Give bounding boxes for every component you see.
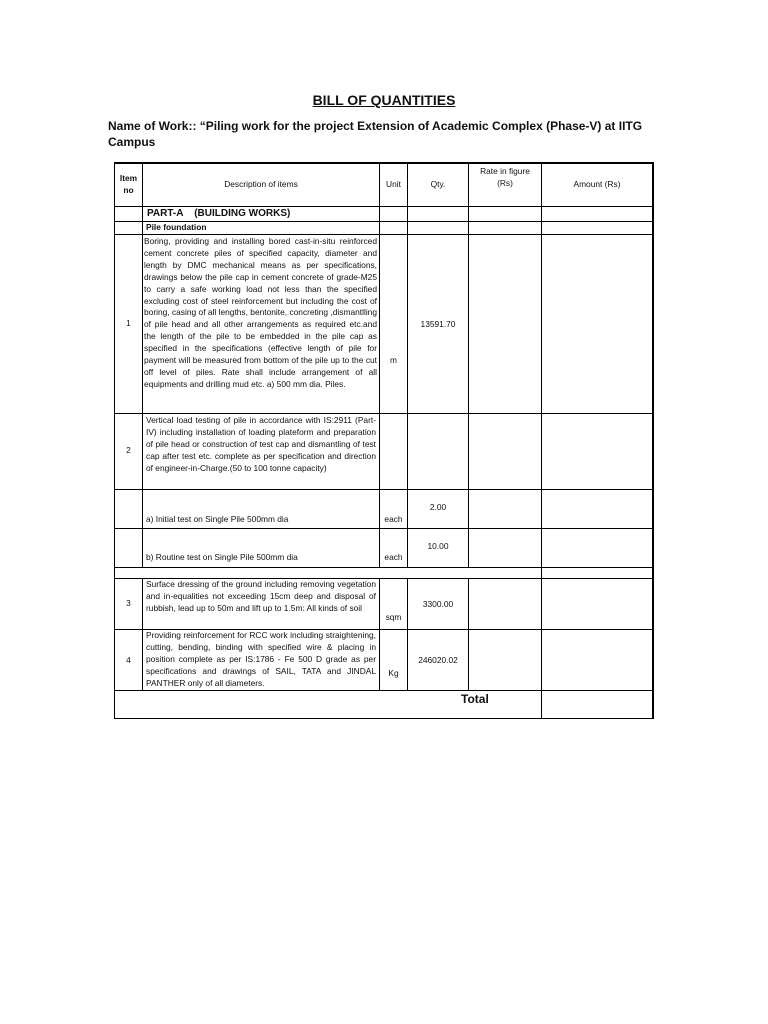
table-border-bottom <box>114 718 654 719</box>
item-1-qty: 13591.70 <box>420 319 456 329</box>
table-border-right <box>652 162 654 719</box>
col-line-unit-lower <box>407 578 408 690</box>
row-line-pile-foundation <box>114 234 654 235</box>
item-2a-description: a) Initial test on Single Pile 500mm dia <box>146 514 289 524</box>
item-3-unit: sqm <box>385 612 402 622</box>
name-of-work: Name of Work:: “Piling work for the project Extension of Academic Complex (Phase-V) at IITG Campus <box>108 119 643 149</box>
item-2a-qty: 2.00 <box>429 502 447 512</box>
item-4-unit: Kg <box>388 668 399 678</box>
item-3-number: 3 <box>126 598 131 608</box>
header-item-no: Item no <box>119 173 138 195</box>
header-unit: Unit <box>386 179 401 190</box>
item-3-description: Surface dressing of the ground including removing vegetation and in-equalities not exceeding 15cm deep and disposal of rubbish, lead up to 50m and lift up to 1.5m: All kinds of soil <box>146 579 376 613</box>
item-2a-unit: each <box>384 514 403 524</box>
col-line-qty-lower <box>468 578 469 690</box>
header-description: Description of items <box>224 179 298 190</box>
item-2-description: Vertical load testing of pile in accordance with IS:2911 (Part-IV) including installation of loading plateform and preparation of pile head or construction of test cap and dismantling of test cap after test etc. complete as per specification and direction of engineer-in-Charge.(50 to 100 tonne capacity) <box>146 415 376 473</box>
item-4-qty: 246020.02 <box>418 655 458 665</box>
total-label: Total <box>461 692 489 706</box>
row-line-item-2 <box>114 489 654 490</box>
item-1-unit: m <box>390 355 397 365</box>
item-3-qty: 3300.00 <box>422 599 454 609</box>
row-line-item-1 <box>114 413 654 414</box>
col-line-item <box>142 162 143 568</box>
item-1-description: Boring, providing and installing bored cast-in-situ reinforced cement concrete piles of specified capacity, diameter and length by DMC mechanical means as per specifications, drawings below the pile cap in cement concrete of grade-M25 to carry a safe working load not less than the specified excluding cost of steel reinforcement but including the cost of boring, casing of all lengths, bentonite, concreting ,dismantlling of pile head and all other arrangements as required etc.and the length of the pile to be embedded in the pile cap as specified in the specifications (effective length of pile for payment will be measured from bottom of the pile up to the cut off level of piles. Rate shall include arrangement of all equipments and drilling mud etc. a) 500 mm dia. Piles. <box>144 236 377 389</box>
row-line-item-4 <box>114 690 654 691</box>
header-amount: Amount (Rs) <box>573 179 621 190</box>
item-2b-qty: 10.00 <box>427 541 449 551</box>
document-title: BILL OF QUANTITIES <box>312 92 456 108</box>
part-a-label: PART-A (BUILDING WORKS) <box>147 208 291 219</box>
table-border-left <box>114 162 115 719</box>
item-2b-description: b) Routine test on Single Pile 500mm dia <box>146 552 298 562</box>
item-4-description: Providing reinforcement for RCC work including straightening, cutting, bending, binding with specified wire & placing in position complete as per IS:1786 - Fe 500 D grade as per specifications and drawings of SAIL, TATA and JINDAL PANTHER only of all diameters. <box>146 630 376 688</box>
col-line-item-lower <box>142 578 143 690</box>
header-rate: Rate in figure (Rs) <box>480 166 530 188</box>
col-line-rate <box>541 162 542 719</box>
item-2-number: 2 <box>126 445 131 455</box>
item-1-number: 1 <box>126 318 131 328</box>
item-2b-unit: each <box>384 552 403 562</box>
pile-foundation-label: Pile foundation <box>146 222 207 232</box>
col-line-qty <box>468 162 469 568</box>
row-line-item-2a <box>114 528 654 529</box>
row-line-item-2b <box>114 567 654 568</box>
item-4-number: 4 <box>126 655 131 665</box>
header-qty: Qty. <box>430 179 446 190</box>
